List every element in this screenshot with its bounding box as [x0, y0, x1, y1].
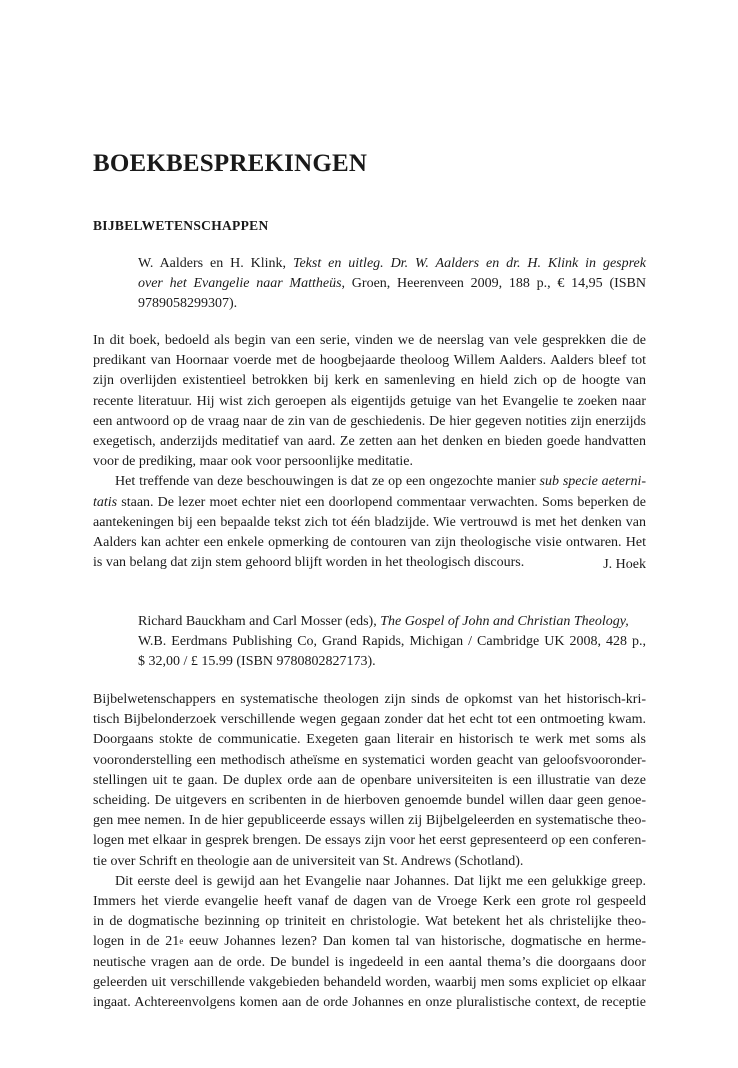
review2-p2-line: in de dogmatische bezinning op triniteit en christologie. Wat betekent het als christelijke theo- — [93, 914, 646, 930]
review1-title-line2: over het Evangelie naar Mattheüs — [138, 276, 342, 291]
review2-p1-line: Bijbelwetenschappers en systematische theologen zijn sinds de opkomst van het historisch-kri- — [93, 692, 646, 707]
review2-p2-line: logen in de 21e eeuw Johannes lezen? Dan komen tal van historische, dogmatische en herme- — [93, 934, 646, 950]
review1-p1-line: exegetisch, anderzijds meditatief van aard. Ze zetten aan het denken en bieden goede handvatten — [93, 434, 646, 450]
review1-signature: J. Hoek — [603, 557, 646, 572]
review2-p2-line: ingaat. Achtereenvolgens komen aan de orde Johannes en onze pluralistische context, de receptie — [93, 995, 646, 1011]
review1-p2-line: Het treffende van deze beschouwingen is dat ze op een ongezochte manier sub specie aeterni- — [115, 474, 646, 490]
review1-p1-line: zijn overlijden existentieel betrokken bij kerk en samenleving en hield zich op de hoogte van — [93, 373, 646, 389]
review2-body — [93, 690, 646, 1013]
review1-p1-line: recente literatuur. Hij wist zich geroepen als eigentijds getuige van het Evangelie te zoeken naar — [93, 393, 646, 409]
review1-publisher: , Groen, Heerenveen 2009, 188 p., € 14,95 (ISBN — [341, 276, 646, 291]
review1-p1-line: In dit boek, bedoeld als begin van een serie, vinden we de neerslag van vele gesprekken die de — [93, 333, 646, 348]
review2-publisher: W.B. Eerdmans Publishing Co, Grand Rapids, Michigan / Cambridge UK 2008, 428 p., — [138, 634, 646, 649]
review2-isbn: $ 32,00 / £ 15.99 (ISBN 9780802827173). — [138, 654, 376, 669]
review2-p1-line: stellingen uit te gaan. De duplex orde aan de openbare universiteiten is een illustratie van deze — [93, 772, 646, 788]
review2-p2-line: Dit eerste deel is gewijd aan het Evangelie naar Johannes. Dat lijkt me een gelukkige greep. — [115, 873, 646, 889]
review2-p2-line: neutische vragen aan de orde. De bundel is ingedeeld in een aantal thema’s die doorgaans door — [93, 954, 646, 970]
review1-title-line1: Tekst en uitleg. Dr. W. Aalders en dr. H. Klink in gesprek — [292, 256, 646, 271]
review2-p1-line: vooronderstelling een methodisch atheïsme en systematici worden geacht van geloofsvooronder- — [93, 752, 646, 768]
review1-p2-line: aantekeningen bij een bepaalde tekst zich tot één bladzijde. Wie vertrouwd is met het denken van — [93, 514, 646, 530]
review2-p1-line: gen mee nemen. In de hier gepubliceerde essays willen zij Bijbelgeleerden en systematische theo- — [93, 813, 646, 829]
review2-p1-line: tie over Schrift en theologie aan de universiteit van St. Andrews (Schotland). — [93, 853, 524, 869]
subsection-title: BIJBELWETENSCHAPPEN — [93, 218, 269, 233]
review1-body — [93, 331, 646, 573]
review1-p2-line: is van belang dat zijn stem gehoord blijft worden in het theologisch discours. — [93, 555, 525, 571]
review2-p2-line: Immers het vierde evangelie heeft vanaf de dagen van de Vroege Kerk een grote rol gespeeld — [93, 894, 646, 910]
review1-isbn: 9789058299307). — [138, 296, 238, 311]
review2-p1-line: scheiding. De uitgevers en scribenten in de hierboven genoemde bundel willen daar geen genoe- — [93, 793, 646, 809]
review1-authors: W. Aalders en H. Klink, — [138, 256, 293, 271]
review2-authors: Richard Bauckham and Carl Mosser (eds), — [138, 614, 381, 629]
review1-p2-line: Aalders kan achter een enkele opmerking de contouren van zijn theologische visie ontwaren. Het — [93, 535, 646, 551]
review1-p1-line: predikant van Hoornaar voerde met de hoogbejaarde theoloog Willem Aalders. Aalders bleef tot — [93, 353, 646, 369]
ordinal-superscript: e — [179, 936, 184, 947]
review1-p1-line: voor de prediking, maar ook voor persoonlijke meditatie. — [93, 454, 413, 470]
review2-p2-line: geleerden uit verschillende vakgebieden behandeld worden, waarbij men soms expliciet op elkaar — [93, 974, 646, 990]
review2-p1-line: logen met elkaar in gesprek brengen. De essays zijn voor het eerst gepresenteerd op een conferen- — [93, 833, 646, 849]
review1-p2-line: tatis staan. De lezer moet echter niet een doorlopend commentaar verwachten. Soms beperken de — [93, 494, 646, 510]
review1-reference — [138, 254, 646, 314]
section-title: BOEKBESPREKINGEN — [93, 150, 368, 177]
review2-title: The Gospel of John and Christian Theology, — [380, 614, 629, 629]
review1-p1-line: een antwoord op de vraag naar de zin van de geschiedenis. De hier gegeven notities zijn enerzijds — [93, 413, 646, 429]
review2-p1-line: tisch Bijbelonderzoek verschillende wegen gegaan zonder dat het echt tot een ontmoeting kwam. — [93, 712, 646, 728]
review2-p1-line: Doorgaans stokte de communicatie. Exegeten gaan literair en historisch te werk met soms als — [93, 732, 646, 748]
review2-reference — [138, 612, 646, 672]
